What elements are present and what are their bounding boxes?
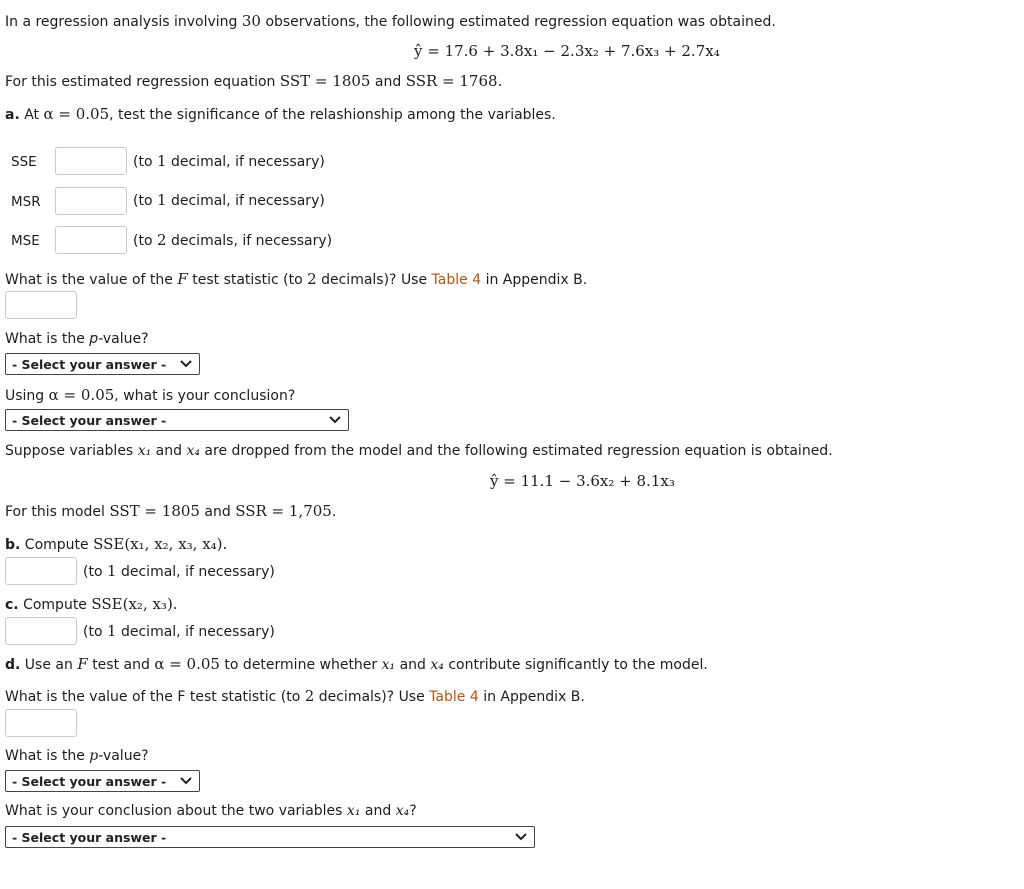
msr-label: MSR — [11, 194, 41, 210]
mse-hint: (to 2 decimals, if necessary) — [133, 231, 333, 249]
f-statistic-input-a[interactable] — [5, 291, 77, 319]
part-c-hint: (to 1 decimal, if necessary) — [83, 622, 275, 640]
regression-equation-reduced: ŷ = 11.1 − 3.6x₂ + 8.1x₃ — [490, 472, 675, 490]
sse-full-input[interactable] — [5, 557, 77, 585]
part-a-question: a. At α = 0.05, test the significance of the relashionship among the variables. — [5, 105, 556, 123]
conclusion-select-a-text: - Select your answer - — [12, 412, 167, 428]
p-value-select-d[interactable] — [5, 770, 200, 792]
msr-hint: (to 1 decimal, if necessary) — [133, 191, 325, 209]
p-value-question-d: What is the p-value? — [5, 748, 149, 764]
f-statistic-input-d[interactable] — [5, 709, 77, 737]
table-4-link[interactable]: Table 4 — [429, 689, 479, 705]
chevron-down-icon — [328, 415, 342, 425]
part-b-question: b. Compute SSE(x₁, x₂, x₃, x₄). — [5, 535, 228, 553]
p-value-select-a[interactable] — [5, 353, 200, 375]
table-4-link[interactable]: Table 4 — [431, 272, 482, 288]
conclusion-select-d-text: - Select your answer - — [12, 829, 167, 845]
sse-input[interactable] — [55, 147, 127, 175]
intro-text: In a regression analysis involving 30 observations, the following estimated regression equation was obtained. — [5, 12, 776, 30]
p-value-question-a: What is the p-value? — [5, 331, 149, 347]
part-c-question: c. Compute SSE(x₂, x₃). — [5, 595, 178, 613]
chevron-down-icon — [179, 776, 193, 786]
mse-input[interactable] — [55, 226, 127, 254]
conclusion-select-d[interactable] — [5, 826, 535, 848]
chevron-down-icon — [514, 832, 528, 842]
f-statistic-question-a: What is the value of the F test statistic (to 2 decimals)? Use Table 4 in Appendix B. — [5, 270, 588, 288]
sse-reduced-input[interactable] — [5, 617, 77, 645]
mse-label: MSE — [11, 233, 40, 249]
part-d-question: d. Use an F test and α = 0.05 to determine whether x₁ and x₄ contribute significantly to the model. — [5, 655, 708, 673]
p-value-select-a-text: - Select your answer - — [12, 356, 167, 372]
f-statistic-question-d: What is the value of the F test statistic (to 2 decimals)? Use Table 4 in Appendix B. — [5, 687, 585, 705]
sse-label: SSE — [11, 154, 37, 170]
sst-ssr-text: For this estimated regression equation SST = 1805 and SSR = 1768. — [5, 72, 503, 90]
reduced-sst-ssr-text: For this model SST = 1805 and SSR = 1,705. — [5, 502, 337, 520]
regression-equation-full: ŷ = 17.6 + 3.8x₁ − 2.3x₂ + 7.6x₃ + 2.7x₄ — [414, 42, 720, 60]
conclusion-select-a[interactable] — [5, 409, 349, 431]
part-b-hint: (to 1 decimal, if necessary) — [83, 562, 275, 580]
chevron-down-icon — [179, 359, 193, 369]
sse-hint: (to 1 decimal, if necessary) — [133, 152, 325, 170]
conclusion-question-d: What is your conclusion about the two variables x₁ and x₄? — [5, 803, 417, 819]
msr-input[interactable] — [55, 187, 127, 215]
p-value-select-d-text: - Select your answer - — [12, 773, 167, 789]
dropped-variables-text: Suppose variables x₁ and x₄ are dropped from the model and the following estimated regression equation is obtained. — [5, 443, 833, 459]
conclusion-question-a: Using α = 0.05, what is your conclusion? — [5, 386, 296, 404]
